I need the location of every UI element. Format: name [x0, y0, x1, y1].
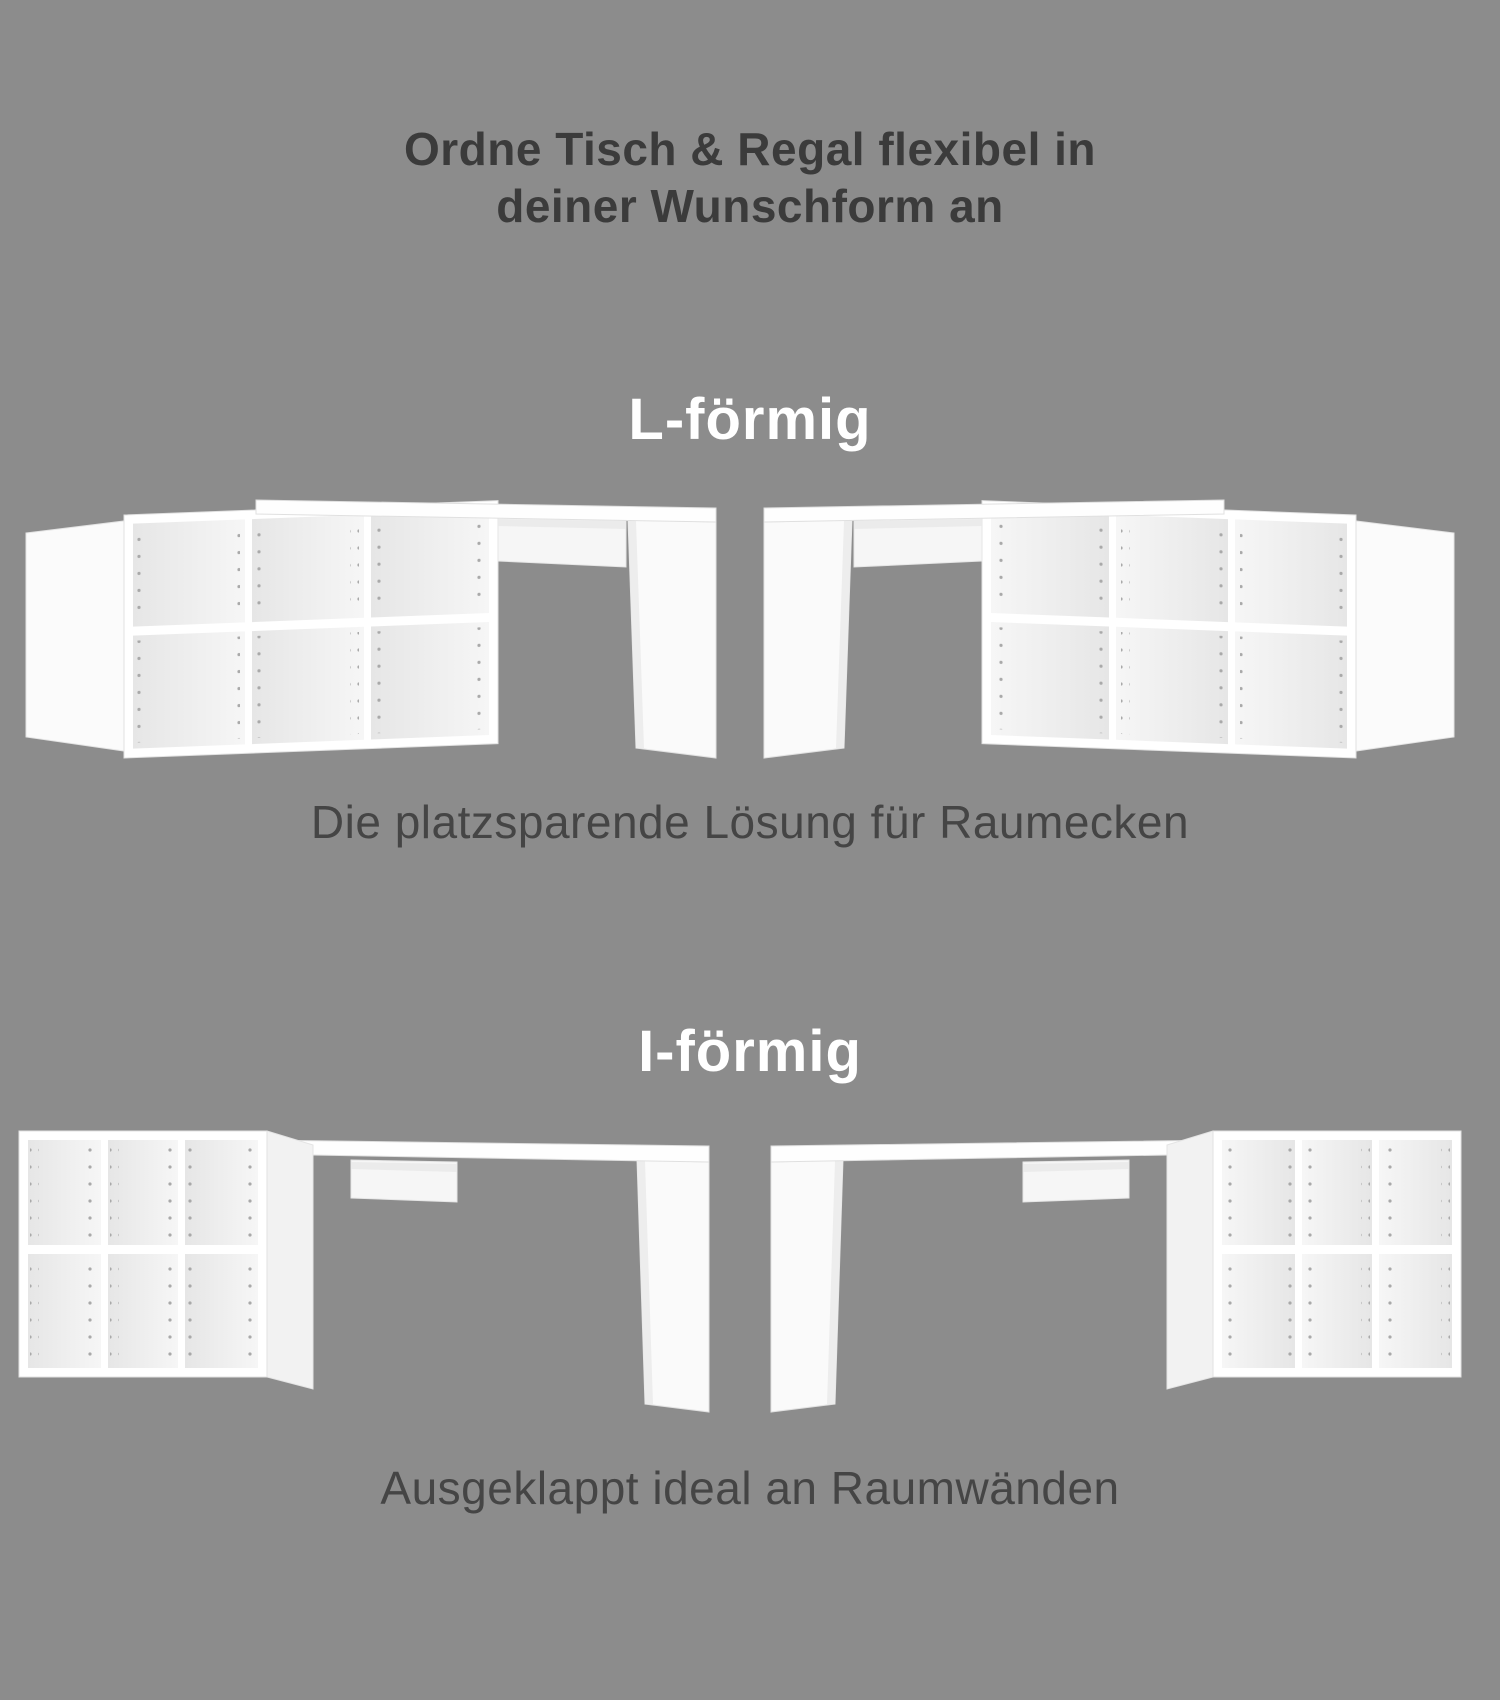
section-heading-l-foermig: L-förmig [628, 387, 872, 452]
caption-i-foermig: Ausgeklappt ideal an Raumwänden [380, 1462, 1120, 1514]
section-heading-i-foermig: I-förmig [638, 1019, 862, 1084]
figure-i-config-shelf-left [15, 1125, 715, 1415]
figure-l-config-shelf-left [18, 455, 718, 765]
page-title-line-2: deiner Wunschform an [496, 180, 1004, 232]
page-title-line-1: Ordne Tisch & Regal flexibel in [403, 123, 1097, 175]
page-title [0, 121, 1500, 235]
caption-l-foermig: Die platzsparende Lösung für Raumecken [310, 796, 1190, 848]
figure-l-config-shelf-right [762, 455, 1462, 765]
figure-i-config-shelf-right [765, 1125, 1465, 1415]
